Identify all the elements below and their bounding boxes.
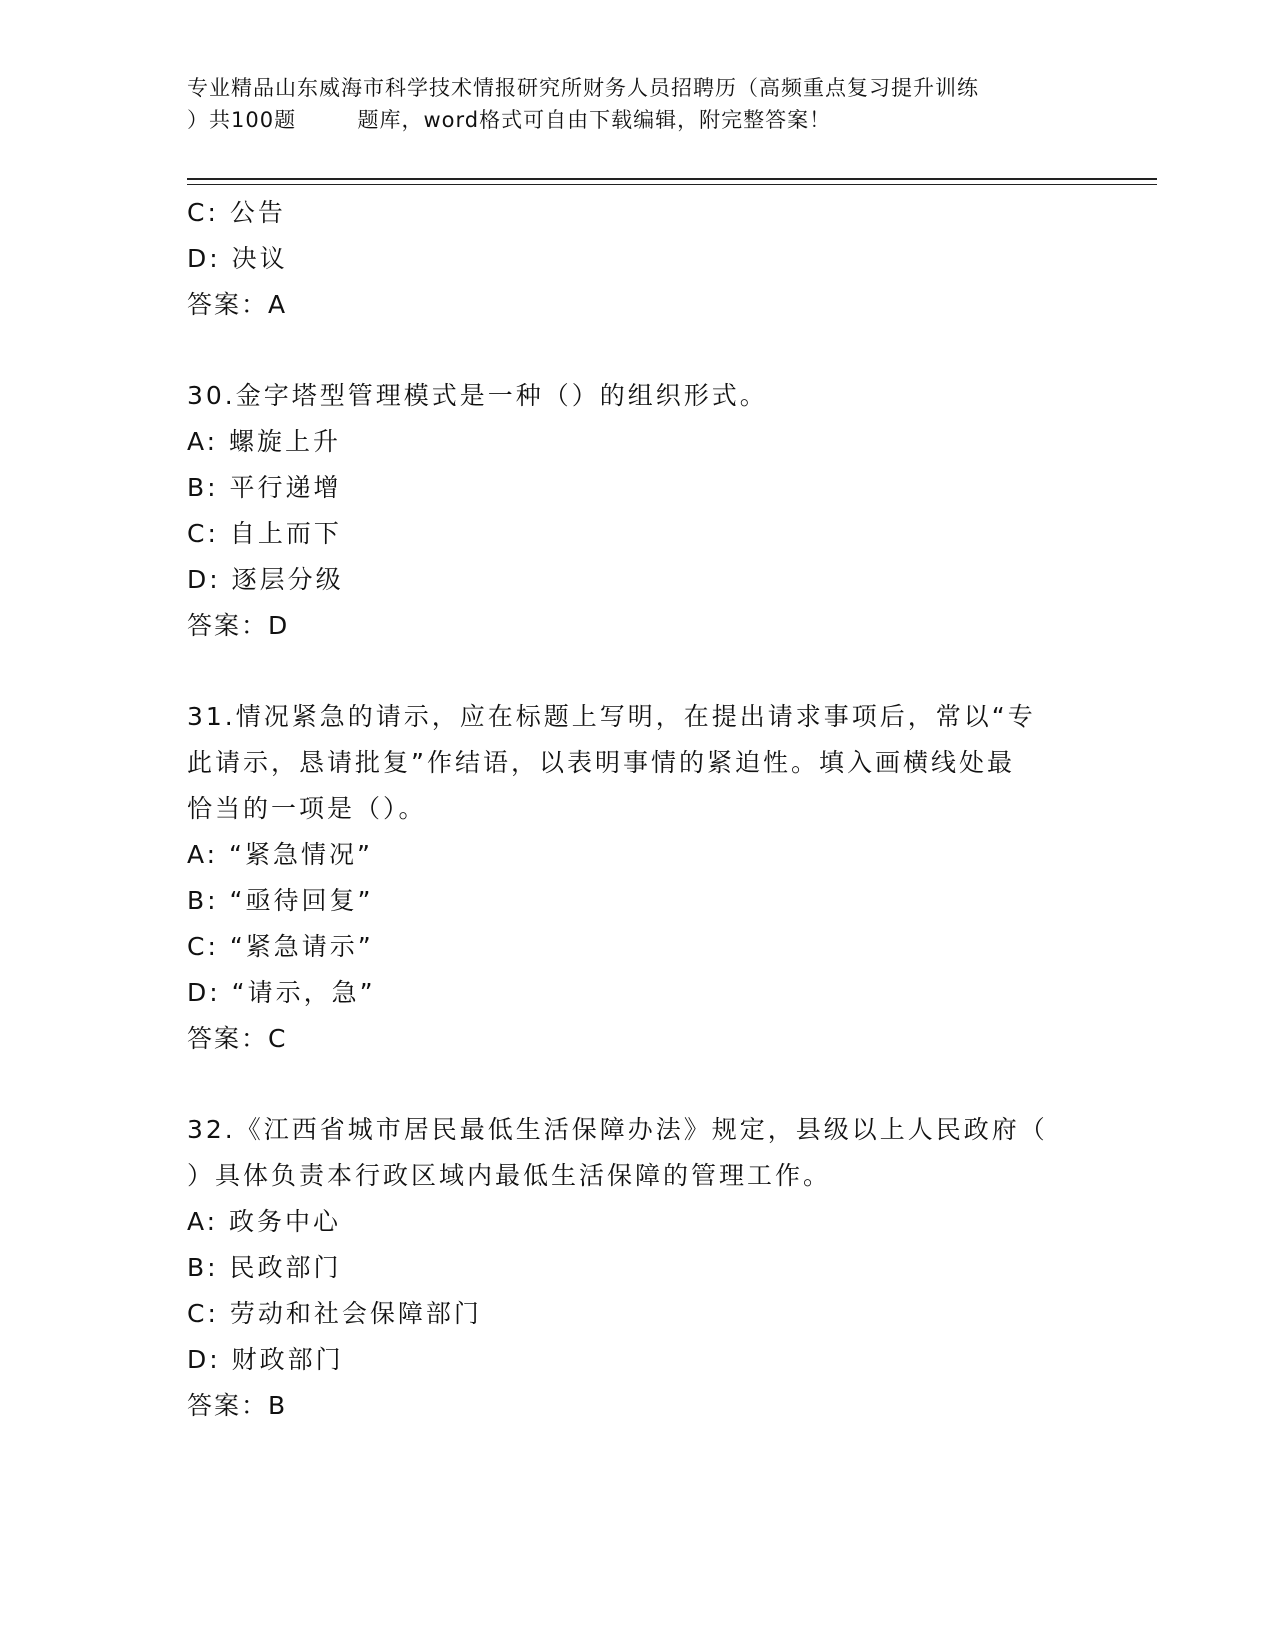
- option-line: C: “紧急请示”: [187, 932, 374, 961]
- header-line-1: 专业精品山东威海市科学技术情报研究所财务人员招聘历（高频重点复习提升训练: [187, 76, 979, 100]
- option-line: D: 逐层分级: [187, 565, 344, 594]
- document-header: [187, 72, 1087, 136]
- header-line-2: ）共100题 题库，word格式可自由下载编辑，附完整答案！: [187, 108, 832, 132]
- question-stem: 恰当的一项是（）。: [187, 794, 427, 823]
- option-line: C: 自上而下: [187, 519, 342, 548]
- answer-line: 答案：C: [187, 1024, 288, 1053]
- prev-question-tail: [187, 190, 1087, 328]
- option-line: B: 民政部门: [187, 1253, 342, 1282]
- option-line: A: 政务中心: [187, 1207, 342, 1236]
- option-line: D: 财政部门: [187, 1345, 344, 1374]
- option-line: B: 平行递增: [187, 473, 342, 502]
- question-stem: 31.情况紧急的请示，应在标题上写明，在提出请求事项后，常以“专: [187, 702, 1036, 731]
- answer-line: 答案：A: [187, 290, 288, 319]
- question-list: [187, 190, 1087, 1429]
- question-stem: 30.金字塔型管理模式是一种（）的组织形式。: [187, 381, 768, 410]
- option-line: A: 螺旋上升: [187, 427, 342, 456]
- header-divider-thin: [187, 184, 1157, 185]
- question-32: [187, 1107, 1087, 1429]
- header-divider: [187, 178, 1157, 180]
- answer-line: 答案：D: [187, 611, 290, 640]
- option-line: A: “紧急情况”: [187, 840, 373, 869]
- question-stem: 此请示，恳请批复”作结语，以表明事情的紧迫性。填入画横线处最: [187, 748, 1015, 777]
- option-line: D: “请示，急”: [187, 978, 376, 1007]
- question-30: [187, 373, 1087, 649]
- question-31: [187, 694, 1087, 1062]
- option-line: B: “亟待回复”: [187, 886, 374, 915]
- answer-line: 答案：B: [187, 1391, 288, 1420]
- option-line: C: 劳动和社会保障部门: [187, 1299, 482, 1328]
- option-line: D: 决议: [187, 244, 288, 273]
- option-line: C: 公告: [187, 198, 286, 227]
- question-stem: ）具体负责本行政区域内最低生活保障的管理工作。: [187, 1161, 832, 1190]
- question-stem: 32.《江西省城市居民最低生活保障办法》规定，县级以上人民政府（: [187, 1115, 1048, 1144]
